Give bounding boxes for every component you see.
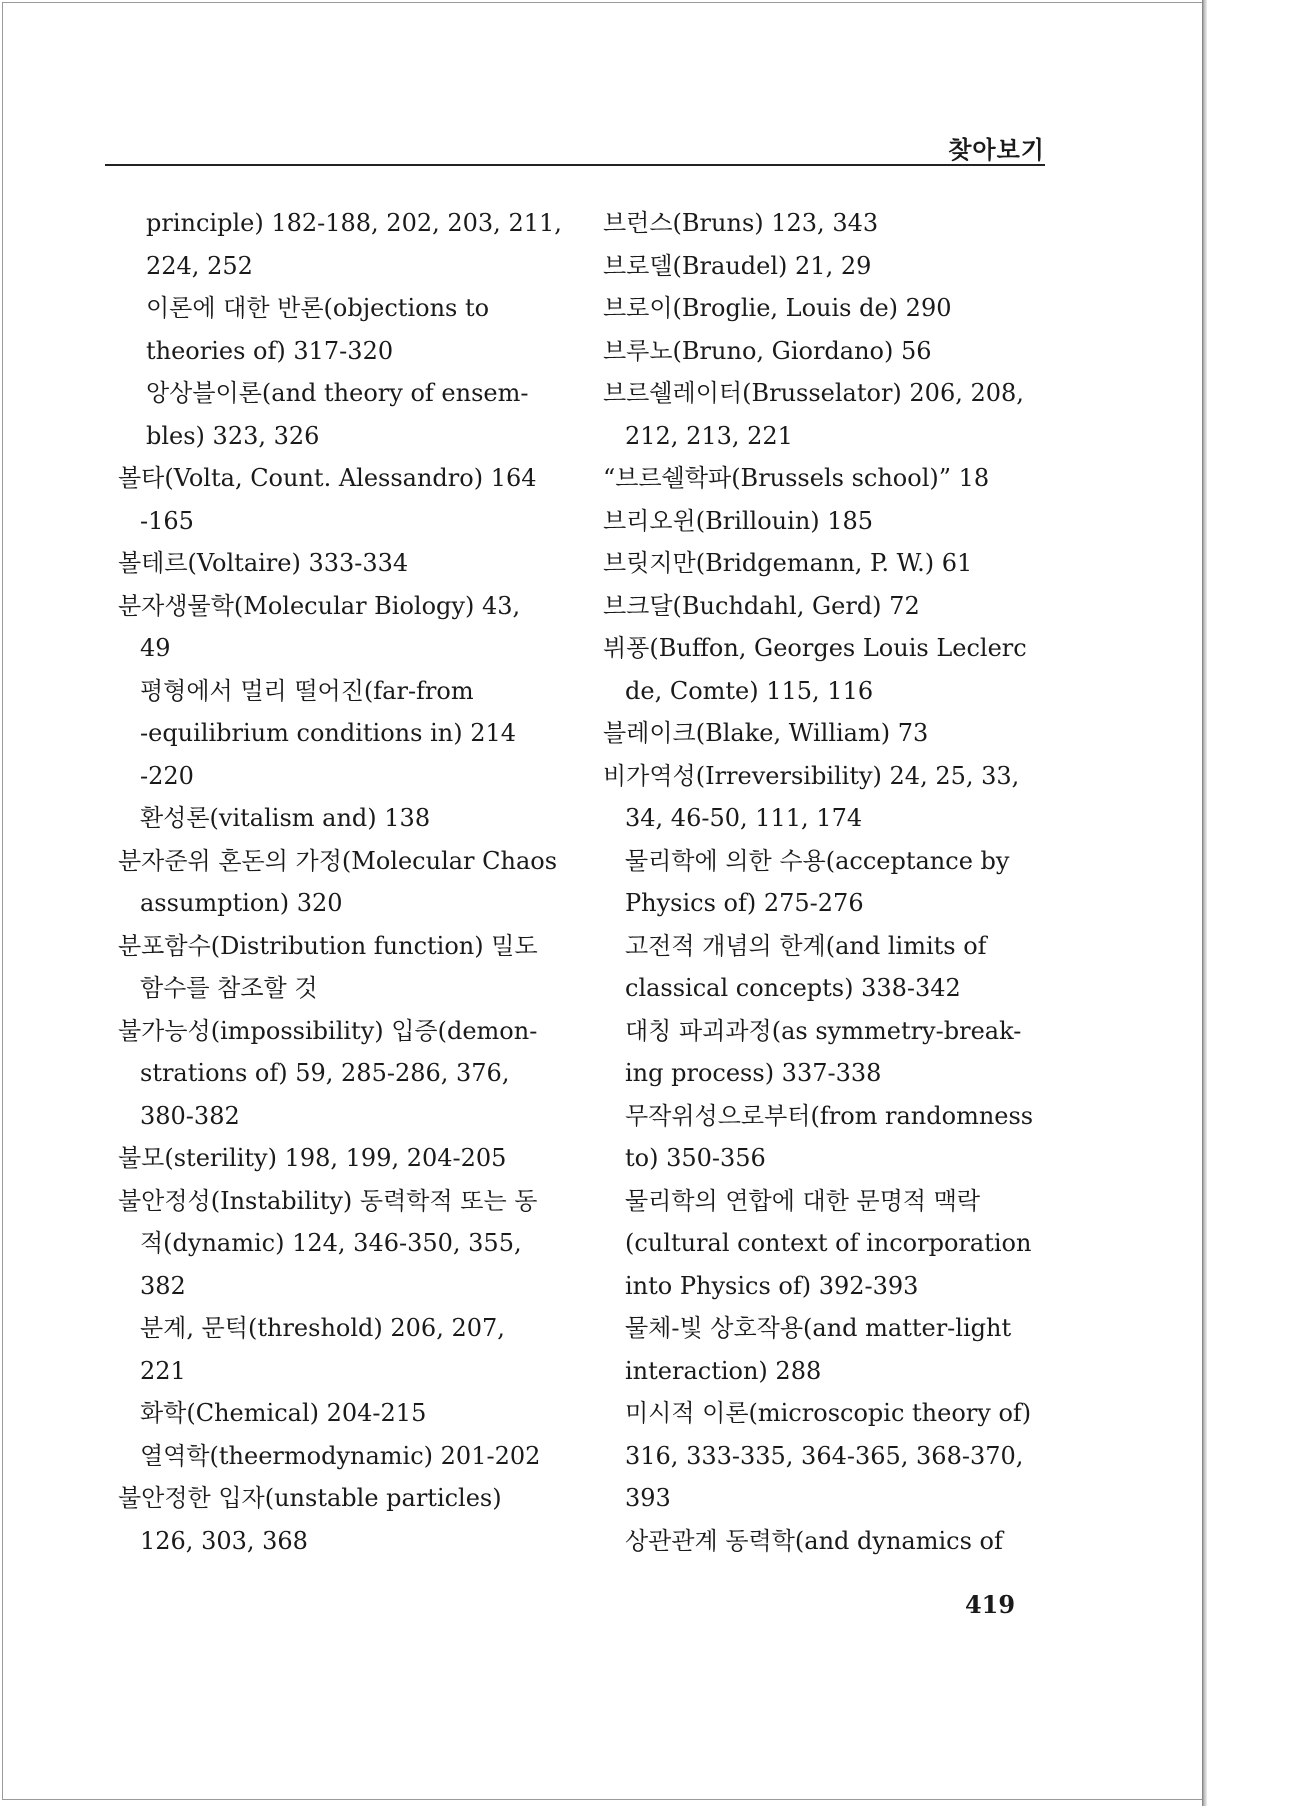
index-entry: classical concepts) 338-342 [625, 974, 961, 1002]
page-edge-shadow [1202, 0, 1207, 1806]
index-entry: 브로델(Braudel) 21, 29 [603, 251, 872, 280]
index-entry: de, Comte) 115, 116 [625, 676, 874, 705]
index-entry: 224, 252 [146, 251, 253, 280]
index-entry: 분자준위 혼돈의 가정(Molecular Chaos [118, 846, 558, 875]
index-entry: 221 [140, 1356, 186, 1385]
index-entry: 앙상블이론(and theory of ensem- [146, 379, 529, 407]
index-entry: 볼타(Volta, Count. Alessandro) 164 [118, 464, 537, 492]
index-entry: 212, 213, 221 [625, 421, 793, 450]
index-entry: 열역학(theermodynamic) 201-202 [140, 1441, 541, 1470]
index-entry: 브런스(Bruns) 123, 343 [603, 209, 879, 237]
index-entry: 393 [625, 1484, 671, 1512]
index-entry: 불안정성(Instability) 동력학적 또는 동 [118, 1186, 538, 1215]
index-entry: 평형에서 멀리 떨어진(far-from [140, 676, 474, 705]
index-entry: 브크달(Buchdahl, Gerd) 72 [603, 591, 920, 620]
index-entry: 뷔퐁(Buffon, Georges Louis Leclerc [603, 634, 1027, 662]
index-entry: assumption) 320 [140, 889, 343, 917]
index-entry: 환성론(vitalism and) 138 [140, 804, 431, 832]
index-entry: 물리학에 의한 수용(acceptance by [625, 846, 1010, 875]
index-entry: 316, 333-335, 364-365, 368-370, [625, 1441, 1024, 1470]
index-entry: 적(dynamic) 124, 346-350, 355, [140, 1229, 522, 1257]
index-entry: “브르쉘학파(Brussels school)” 18 [603, 464, 990, 492]
index-entry: 이론에 대한 반론(objections to [146, 294, 490, 322]
index-entry: 볼테르(Voltaire) 333-334 [118, 549, 409, 577]
index-entry: 브릿지만(Bridgemann, P. W.) 61 [603, 549, 973, 577]
index-entry: 상관관계 동력학(and dynamics of [625, 1526, 1003, 1555]
index-entry: 비가역성(Irreversibility) 24, 25, 33, [603, 761, 1020, 790]
index-entry: 무작위성으로부터(from randomness [625, 1101, 1034, 1130]
index-entry: 49 [140, 634, 171, 662]
index-entry: -165 [140, 506, 194, 535]
index-entry: 물체-빛 상호작용(and matter-light [625, 1314, 1012, 1342]
index-entry: 브루노(Bruno, Giordano) 56 [603, 336, 932, 365]
index-entry: 불가능성(impossibility) 입증(demon- [118, 1016, 538, 1045]
index-entry: 불모(sterility) 198, 199, 204-205 [118, 1144, 507, 1172]
index-entry: interaction) 288 [625, 1356, 822, 1385]
index-entry: 브로이(Broglie, Louis de) 290 [603, 294, 952, 322]
index-entry: principle) 182-188, 202, 203, 211, [146, 209, 562, 237]
index-entry: 382 [140, 1271, 186, 1300]
index-entry: -220 [140, 761, 194, 790]
index-entry: 브리오윈(Brillouin) 185 [603, 506, 874, 535]
header-rule [105, 164, 1045, 166]
index-entry: 고전적 개념의 한계(and limits of [625, 931, 987, 960]
index-entry: to) 350-356 [625, 1144, 766, 1172]
index-column-left [118, 202, 568, 1562]
index-entry: bles) 323, 326 [146, 421, 320, 450]
index-entry: ing process) 337-338 [625, 1059, 882, 1087]
index-entry: 분포함수(Distribution function) 밀도 [118, 931, 538, 960]
index-entry: (cultural context of incorporation [625, 1229, 1032, 1257]
index-entry: 380-382 [140, 1101, 240, 1130]
index-entry: 분자생물학(Molecular Biology) 43, [118, 591, 521, 620]
index-entry: 블레이크(Blake, William) 73 [603, 719, 929, 747]
index-entry: 미시적 이론(microscopic theory of) [625, 1399, 1032, 1427]
index-entry: -equilibrium conditions in) 214 [140, 719, 517, 747]
index-entry: 불안정한 입자(unstable particles) [118, 1484, 502, 1512]
index-entry: 분계, 문턱(threshold) 206, 207, [140, 1314, 505, 1342]
index-entry: 함수를 참조할 것 [140, 974, 318, 1002]
index-column-right [603, 202, 1058, 1562]
index-entry: Physics of) 275-276 [625, 889, 864, 917]
index-entry: into Physics of) 392-393 [625, 1271, 919, 1300]
index-entry: 화학(Chemical) 204-215 [140, 1399, 427, 1427]
index-entry: 34, 46-50, 111, 174 [625, 804, 863, 832]
page-number: 419 [964, 1590, 1016, 1619]
index-entry: 물리학의 연합에 대한 문명적 맥락 [625, 1186, 981, 1215]
index-entry: theories of) 317-320 [146, 336, 394, 365]
index-entry: 대칭 파괴과정(as symmetry-break- [625, 1016, 1022, 1045]
index-entry: strations of) 59, 285-286, 376, [140, 1059, 510, 1087]
running-header-title: 찾아보기 [948, 136, 1045, 164]
index-entry: 브르쉘레이터(Brusselator) 206, 208, [603, 379, 1024, 407]
index-entry: 126, 303, 368 [140, 1526, 308, 1555]
